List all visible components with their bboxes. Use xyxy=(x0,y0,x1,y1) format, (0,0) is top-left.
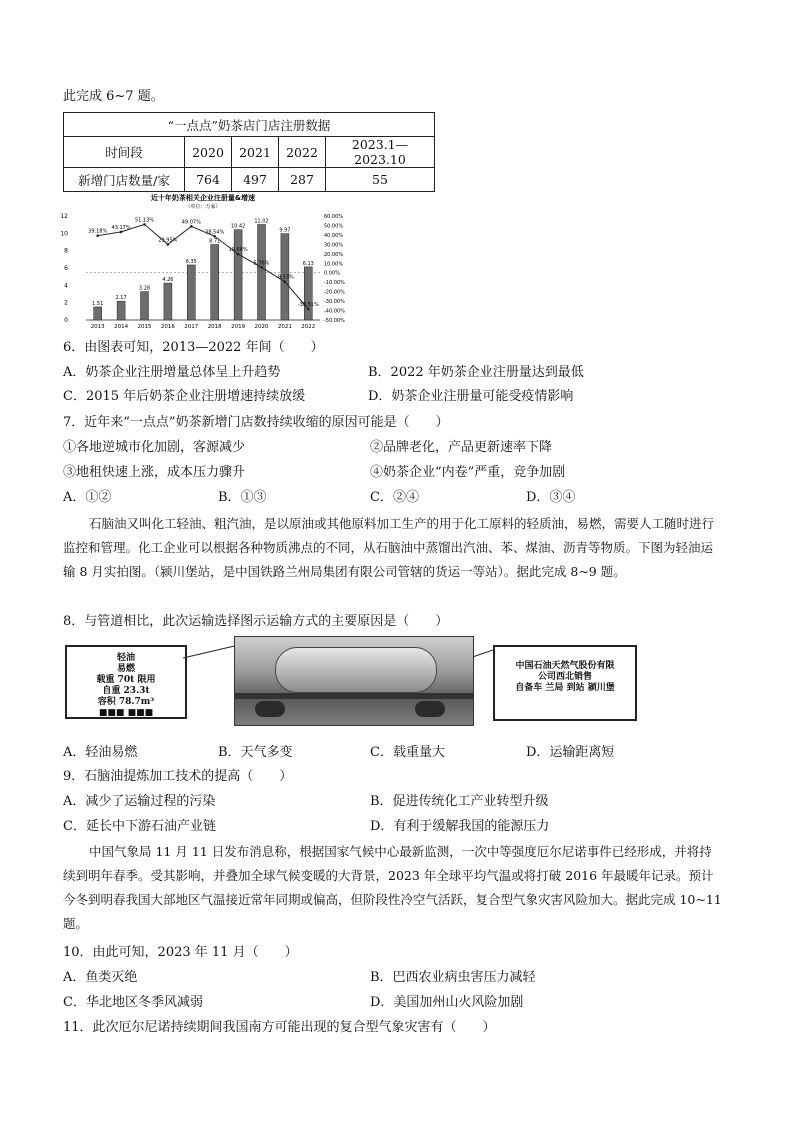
chart-title: 近十年奶茶相关企业注册量&增速 xyxy=(150,194,256,202)
growth-value-label: 5.76% xyxy=(253,260,270,267)
tank-car-label-left: 轻油 易燃 载重 70t 限用 自重 23.3t 容积 78.7m³ ■■■ ■■■ xyxy=(65,645,187,719)
bar-value-label: 4.26 xyxy=(162,277,174,284)
q9-option-b[interactable]: B．促进传统化工产业转型升级 xyxy=(370,794,549,809)
q7-option-b[interactable]: B．①③ xyxy=(218,490,267,505)
y2-tick-label: 30.00% xyxy=(324,242,344,249)
table-header-cell: 2020 xyxy=(185,137,232,168)
q8-option-b[interactable]: B．天气多变 xyxy=(218,745,293,760)
intro-tail: 此完成 6~7 题。 xyxy=(63,89,164,104)
growth-point xyxy=(190,225,193,228)
q7-option-c[interactable]: C．②④ xyxy=(370,490,419,505)
q10-option-b[interactable]: B．巴西农业病虫害压力减轻 xyxy=(370,970,536,985)
growth-point xyxy=(307,308,310,311)
q7-option-a[interactable]: A．①② xyxy=(63,490,112,505)
y-tick-label: 0 xyxy=(64,317,68,324)
table-header-cell: 时间段 xyxy=(64,137,185,168)
bar-value-label: 8.71 xyxy=(209,238,221,245)
q11-stem: 11．此次厄尔尼诺持续期间我国南方可能出现的复合型气象灾害有（ ） xyxy=(63,1020,496,1035)
store-table xyxy=(63,112,435,192)
tank-car-label-right: 中国石油天然气股份有限 公司西北销售 自备车 兰局 到站 颍川堡 xyxy=(493,645,637,721)
q10-stem: 10．由此可知，2023 年 11 月（ ） xyxy=(63,945,298,960)
y2-tick-label: 50.00% xyxy=(324,223,344,230)
q8-option-d[interactable]: D．运输距离短 xyxy=(526,745,615,760)
x-tick-label: 2018 xyxy=(207,324,222,330)
bar xyxy=(187,265,195,320)
y2-tick-label: 20.00% xyxy=(324,251,344,258)
growth-value-label: 39.18% xyxy=(88,228,108,235)
y2-tick-label: 0.00% xyxy=(324,270,340,277)
bar-value-label: 3.28 xyxy=(138,285,151,292)
tank-car-photo xyxy=(234,636,474,726)
y2-tick-label: -30.00% xyxy=(324,299,345,306)
q9-option-a[interactable]: A．减少了运输过程的污染 xyxy=(63,794,216,809)
table-header-cell: 2022 xyxy=(279,137,326,168)
q7-statement-1: ①各地逆城市化加剧，客源减少 xyxy=(63,440,246,455)
bar xyxy=(304,267,312,320)
q10-option-a[interactable]: A．鱼类灭绝 xyxy=(63,970,138,985)
growth-point xyxy=(167,243,170,246)
registration-chart xyxy=(58,192,378,334)
growth-value-label: 38.54% xyxy=(205,229,225,236)
x-tick-label: 2017 xyxy=(184,324,199,330)
table-header-cell: 2023.1—2023.10 xyxy=(326,137,435,168)
bar-value-label: 6.13 xyxy=(302,260,314,267)
y2-tick-label: -40.00% xyxy=(324,308,345,315)
growth-value-label: -9.53% xyxy=(276,274,294,281)
x-tick-label: 2019 xyxy=(231,324,246,330)
table-header-cell: 2021 xyxy=(232,137,279,168)
table-cell: 497 xyxy=(232,168,279,192)
y-tick-label: 12 xyxy=(60,213,68,220)
q9-option-c[interactable]: C．延长中下游石油产业链 xyxy=(63,819,216,834)
growth-value-label: 19.68% xyxy=(228,247,248,254)
q7-statement-4: ④奶茶企业“内卷”严重，竞争加剧 xyxy=(370,465,566,480)
y2-tick-label: -10.00% xyxy=(324,280,345,287)
growth-value-label: 49.07% xyxy=(181,219,201,226)
bar xyxy=(211,245,219,320)
q7-statement-3: ③地租快速上涨，成本压力骤升 xyxy=(63,465,246,480)
table-cell: 764 xyxy=(185,168,232,192)
x-tick-label: 2022 xyxy=(301,324,316,330)
growth-value-label: 43.17% xyxy=(111,224,131,231)
y2-tick-label: 10.00% xyxy=(324,261,344,268)
q10-option-c[interactable]: C．华北地区冬季风减弱 xyxy=(63,995,203,1010)
wheel xyxy=(415,701,445,717)
table-cell: 新增门店数量/家 xyxy=(64,168,185,192)
y-tick-label: 8 xyxy=(64,247,68,255)
bar xyxy=(117,301,125,320)
x-tick-label: 2020 xyxy=(254,324,269,330)
rail-deck xyxy=(235,693,473,699)
passage-el-nino: 中国气象局 11 月 11 日发布消息称，根据国家气候中心最新监测，一次中等强度厄尔尼诺事件已经形成，并将持续到明年春季。受其影响，并叠加全球气候变暖的大背景，2023 年全球平均气温或将打破 2016 年最暖年记录。预计今冬到明春我国大部地区气温接近常年同期或偏高，但阶段性冷空气活跃，复合型气象灾害风险加大。据此完成 10~11 题。 xyxy=(63,844,722,931)
y2-tick-label: 60.00% xyxy=(324,214,344,220)
growth-point xyxy=(143,223,146,226)
y2-tick-label: -50.00% xyxy=(324,318,345,324)
growth-point xyxy=(237,253,240,256)
q8-option-c[interactable]: C．载重量大 xyxy=(370,745,445,760)
growth-point xyxy=(260,266,263,269)
growth-point xyxy=(120,231,123,234)
q6-stem: 6．由图表可知，2013—2022 年间（ ） xyxy=(63,340,324,355)
q7-statement-2: ②品牌老化，产品更新速率下降 xyxy=(370,440,553,455)
bar xyxy=(164,283,172,320)
x-tick-label: 2013 xyxy=(90,324,105,330)
y-tick-label: 4 xyxy=(64,282,68,290)
bar xyxy=(234,230,242,320)
bar-value-label: 6.35 xyxy=(185,258,197,265)
y2-tick-label: 40.00% xyxy=(324,232,344,239)
q9-option-d[interactable]: D．有利于缓解我国的能源压力 xyxy=(370,819,550,834)
y2-tick-label: -20.00% xyxy=(324,289,345,296)
q8-option-a[interactable]: A．轻油易燃 xyxy=(63,745,138,760)
growth-value-label: 51.13% xyxy=(134,217,155,224)
table-title: “一点点”奶茶店门店注册数据 xyxy=(64,113,435,137)
q6-option-c[interactable]: C．2015 年后奶茶企业注册增速持续放缓 xyxy=(63,389,306,404)
growth-point xyxy=(96,234,99,237)
q6-option-d[interactable]: D．奶茶企业注册量可能受疫情影响 xyxy=(368,389,574,404)
bar xyxy=(258,224,266,320)
table-cell: 55 xyxy=(326,168,435,192)
tank-shape xyxy=(275,647,437,693)
q7-stem: 7．近年来“一点点”奶茶新增门店数持续收缩的原因可能是（ ） xyxy=(63,415,449,430)
bar-value-label: 11.02 xyxy=(254,218,269,225)
y-tick-label: 10 xyxy=(60,230,68,238)
x-tick-label: 2014 xyxy=(114,324,129,330)
q9-stem: 9．石脑油提炼加工技术的提高（ ） xyxy=(63,769,293,784)
y-tick-label: 6 xyxy=(64,265,68,272)
q6-option-b[interactable]: B．2022 年奶茶企业注册量达到最低 xyxy=(368,365,584,380)
bar-value-label: 1.51 xyxy=(92,300,104,307)
x-tick-label: 2016 xyxy=(160,324,175,330)
bar xyxy=(141,292,149,320)
wheel xyxy=(255,701,285,717)
q7-option-d[interactable]: D．③④ xyxy=(526,490,576,505)
passage-naphtha: 石脑油又叫化工轻油、粗汽油，是以原油或其他原料加工生产的用于化工原料的轻质油，易燃，需要人工随时进行监控和管理。化工企业可以根据各种物质沸点的不同，从石脑油中蒸馏出汽油、苯、煤油、沥青等物质。下图为轻油运输 8 月实拍图。（颍川堡站，是中国铁路兰州局集团有限公司管辖的货运一等站）。据此完成 8~9 题。 xyxy=(63,516,715,579)
bar-value-label: 9.97 xyxy=(279,227,291,234)
growth-line xyxy=(98,224,309,309)
q6-option-a[interactable]: A．奶茶企业注册增量总体呈上升趋势 xyxy=(63,365,281,380)
x-tick-label: 2021 xyxy=(277,324,292,330)
table-cell: 287 xyxy=(279,168,326,192)
growth-value-label: 29.95% xyxy=(158,237,178,244)
y-tick-label: 2 xyxy=(64,299,68,307)
x-tick-label: 2015 xyxy=(137,324,152,330)
q8-stem: 8．与管道相比，此次运输选择图示运输方式的主要原因是（ ） xyxy=(63,614,449,629)
bar-value-label: 2.17 xyxy=(115,295,127,302)
q10-option-d[interactable]: D．美国加州山火风险加剧 xyxy=(370,995,524,1010)
growth-value-label: -38.51% xyxy=(297,302,319,309)
growth-point xyxy=(284,280,287,283)
chart-subtitle: （单位：万家） xyxy=(185,204,221,210)
bar-value-label: 10.42 xyxy=(230,223,246,230)
bar xyxy=(94,307,102,320)
growth-point xyxy=(213,235,216,238)
